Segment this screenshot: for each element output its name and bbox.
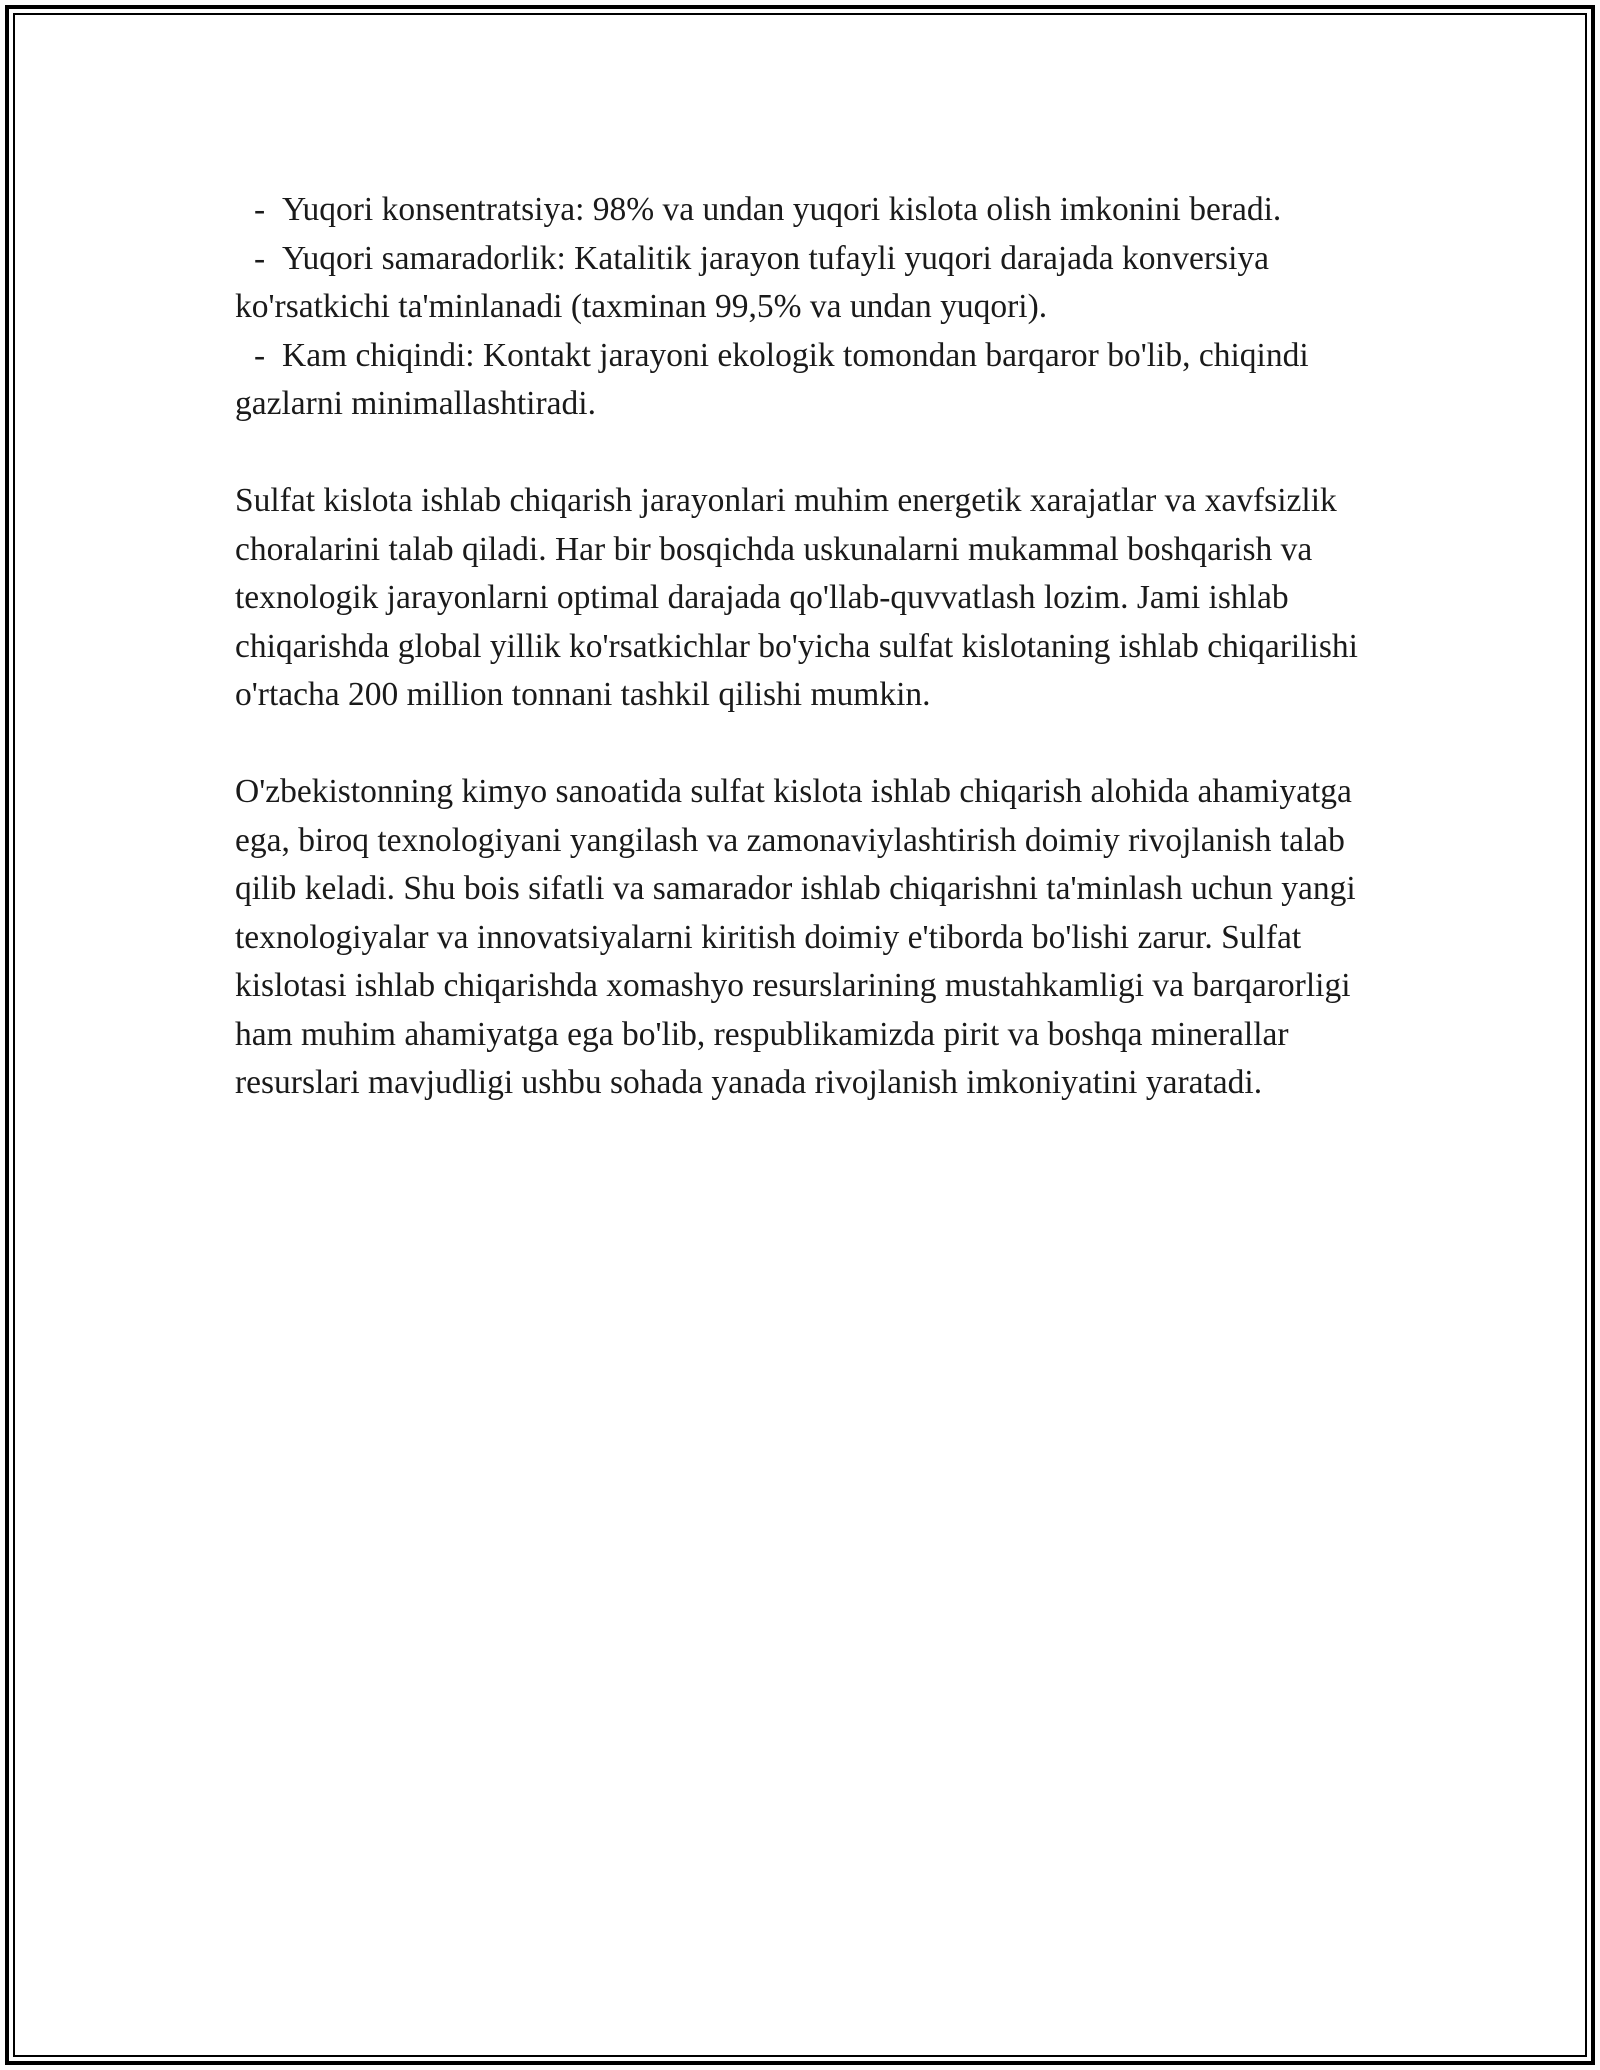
bullet-list [235, 186, 1365, 429]
document-body [235, 186, 1365, 1108]
bullet-marker: - [254, 239, 266, 277]
bullet-text: Yuqori samaradorlik: Katalitik jarayon tufayli yuqori darajada konversiya ko'rsatkichi ta'minlanadi (taxminan 99,5% va undan yuqori). [235, 239, 1270, 325]
bullet-item-low-waste [235, 332, 1365, 429]
bullet-text: Yuqori konsentratsiya: 98% va undan yuqori kislota olish imkonini beradi. [282, 191, 1282, 228]
bullet-text: Kam chiqindi: Kontakt jarayoni ekologik tomondan barqaror bo'lib, chiqindi gazlarni minimallashtiradi. [235, 336, 1309, 422]
paragraph-production-costs: Sulfat kislota ishlab chiqarish jarayonlari muhim energetik xarajatlar va xavfsizlik choralarini talab qiladi. Har bir bosqichda uskunalarni mukammal boshqarish va texnologik jarayonlarni optimal darajada qo'llab-quvvatlash lozim. Jami ishlab chiqarishda global yillik ko'rsatkichlar bo'yicha sulfat kislotaning ishlab chiqarilishi o'rtacha 200 million tonnani tashkil qilishi mumkin. [235, 482, 1358, 713]
bullet-marker: - [254, 336, 266, 374]
bullet-item-concentration [235, 186, 1365, 235]
paragraph-uzbekistan-industry: O'zbekistonning kimyo sanoatida sulfat kislota ishlab chiqarish alohida ahamiyatga ega, biroq texnologiyani yangilash va zamonaviylashtirish doimiy rivojlanish talab qilib keladi. Shu bois sifatli va samarador ishlab chiqarishni ta'minlash uchun yangi texnologiyalar va innovatsiyalarni kiritish doimiy e'tiborda bo'lishi zarur. Sulfat kislotasi ishlab chiqarishda xomashyo resurslarining mustahkamligi va barqarorligi ham muhim ahamiyatga ega bo'lib, respublikamizda pirit va boshqa minerallar resurslari mavjudligi ushbu sohada yanada rivojlanish imkoniyatini yaratadi. [235, 773, 1356, 1101]
bullet-item-efficiency [235, 235, 1365, 332]
bullet-marker: - [254, 191, 266, 228]
